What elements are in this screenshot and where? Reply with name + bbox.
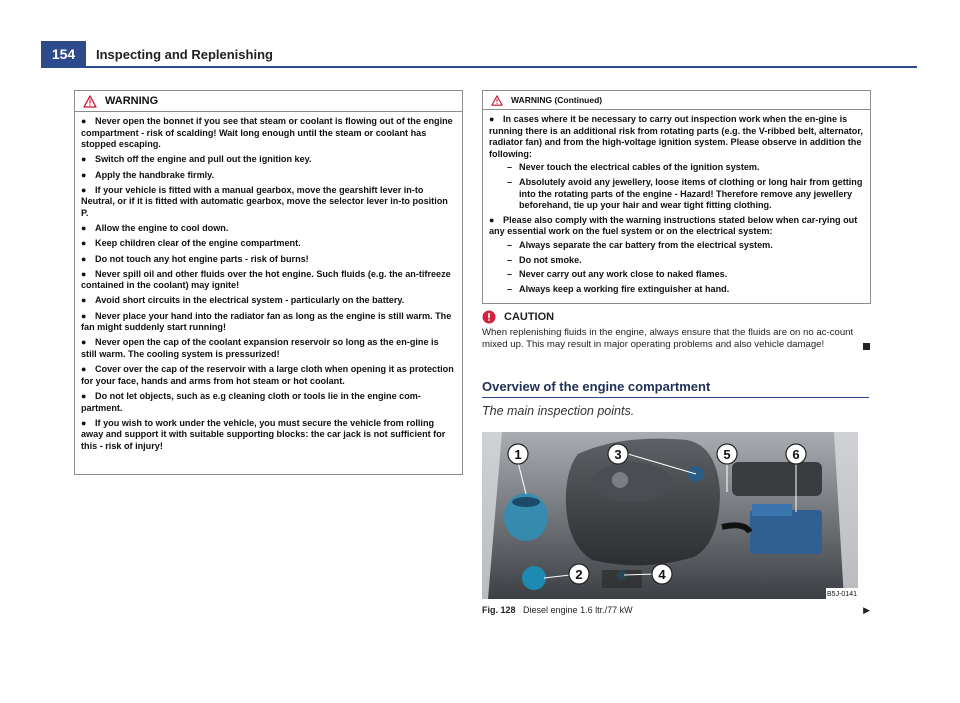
svg-text:3: 3 <box>614 447 622 462</box>
list-item: ● Apply the handbrake firmly. <box>81 169 215 180</box>
callout-6 <box>786 444 806 464</box>
section-rule <box>482 397 869 398</box>
svg-text:1: 1 <box>514 447 522 462</box>
caption-text <box>482 605 633 616</box>
warning-body <box>483 110 870 302</box>
sub-list-item: – Never carry out any work close to naked flames. <box>507 269 728 280</box>
list-item: ● Keep children clear of the engine compartment. <box>81 238 301 249</box>
callout-1 <box>508 444 528 464</box>
continue-arrow-icon: ▶ <box>863 605 870 615</box>
caution-title: CAUTION <box>504 311 555 323</box>
page-title: Inspecting and Replenishing <box>96 47 273 62</box>
warning-icon <box>491 95 503 106</box>
callout-2 <box>569 564 589 584</box>
sub-list-item: – Always keep a working fire extinguisher at hand. <box>507 283 730 294</box>
list-item: ● Avoid short circuits in the electrical system - particularly on the battery. <box>81 295 405 306</box>
warning-header <box>75 91 462 112</box>
warning-title: WARNING (Continued) <box>511 95 603 105</box>
list-item: ● Do not let objects, such as e.g cleaning cloth or tools lie in the engine com-partment. <box>81 391 421 413</box>
engine-illustration <box>482 432 858 599</box>
list-item: ● Never spill oil and other fluids over the hot engine. Such fluids (e.g. the an-tifreeze contained in the coolant) may ignite! <box>81 268 451 291</box>
caption-body: Diesel engine 1.6 ltr./77 kW <box>523 605 633 615</box>
list-item: ● Never open the bonnet if you see that steam or coolant is flowing out of the engine compartment - risk of scalding! Wait long enough until the steam or coolant has stopped escaping. <box>81 116 453 150</box>
list-item: ● Switch off the engine and pull out the ignition key. <box>81 154 312 165</box>
svg-text:6: 6 <box>792 447 800 462</box>
caution-header <box>482 310 870 324</box>
list-item: ● Never place your hand into the radiator fan as long as the engine is still warm. The fan might suddenly start running! <box>81 310 452 333</box>
caption-label: Fig. 128 <box>482 605 516 615</box>
sub-list-item: – Absolutely avoid any jewellery, loose items of clothing or long hair from getting into the rotating parts of the engine - Hazard! Therefore remove any jewellery beforehand, tie up your hair and wear tight fitting clothing. <box>507 176 863 211</box>
header-rule <box>41 66 917 68</box>
engine-photo <box>482 432 858 599</box>
caution-text: When replenishing fluids in the engine, always ensure that the fluids are on no ac-count mixed up. This may result in major operating problems and also vehicle damage! <box>482 327 854 350</box>
warning-header <box>483 91 870 110</box>
warning-icon <box>83 95 97 108</box>
warning-box-left <box>74 90 463 475</box>
warning-box-right <box>482 90 871 304</box>
caution-icon <box>482 310 496 324</box>
list-item: ● If your vehicle is fitted with a manual gearbox, move the gearshift lever in-to Neutral, or if it is fitted with automatic gearbox, move the selector lever in-to position P. <box>81 184 448 218</box>
callout-5 <box>717 444 737 464</box>
sub-list-item: – Always separate the car battery from the electrical system. <box>507 239 773 250</box>
svg-text:5: 5 <box>723 447 731 462</box>
caution-note <box>482 310 870 351</box>
list-item: ● Never open the cap of the coolant expansion reservoir so long as the en-gine is still warm. The cooling system is pressurized! <box>81 337 439 360</box>
list-item: ● Allow the engine to cool down. <box>81 223 229 234</box>
callout-4 <box>652 564 672 584</box>
list-item: ● Cover over the cap of the reservoir with a large cloth when opening it as protection for your face, hands and arms from hot steam or hot coolant. <box>81 364 454 386</box>
sub-list-item: – Do not smoke. <box>507 254 582 265</box>
svg-text:2: 2 <box>575 567 583 582</box>
list-item: ● In cases where it be necessary to carry out inspection work when the en-gine is running there is an additional risk from rotating parts (e.g. the V-ribbed belt, alternator, radiator fan) and from the high-voltage ignition system. Please observe in addition the following: <box>489 114 863 159</box>
callout-3 <box>608 444 628 464</box>
figure-caption <box>482 605 870 616</box>
section-heading: Overview of the engine compartment <box>482 379 711 394</box>
warning-body <box>75 112 462 460</box>
list-item: ● Please also comply with the warning instructions stated below when car-rying out any essential work on the fuel system or on the electrical system: <box>489 214 858 237</box>
list-item: ● Do not touch any hot engine parts - risk of burns! <box>81 253 309 264</box>
svg-text:4: 4 <box>658 567 666 582</box>
end-marker <box>863 343 870 350</box>
warning-title: WARNING <box>105 95 159 107</box>
section-lead: The main inspection points. <box>482 404 635 418</box>
sub-list-item: – Never touch the electrical cables of the ignition system. <box>507 162 760 173</box>
image-code: B5J-0141 <box>827 591 857 598</box>
page-number: 154 <box>41 41 86 67</box>
list-item: ● If you wish to work under the vehicle, you must secure the vehicle from rolling away and support it with suitable supporting blocks: the car jack is not sufficient for this - risk of injury! <box>81 417 446 451</box>
